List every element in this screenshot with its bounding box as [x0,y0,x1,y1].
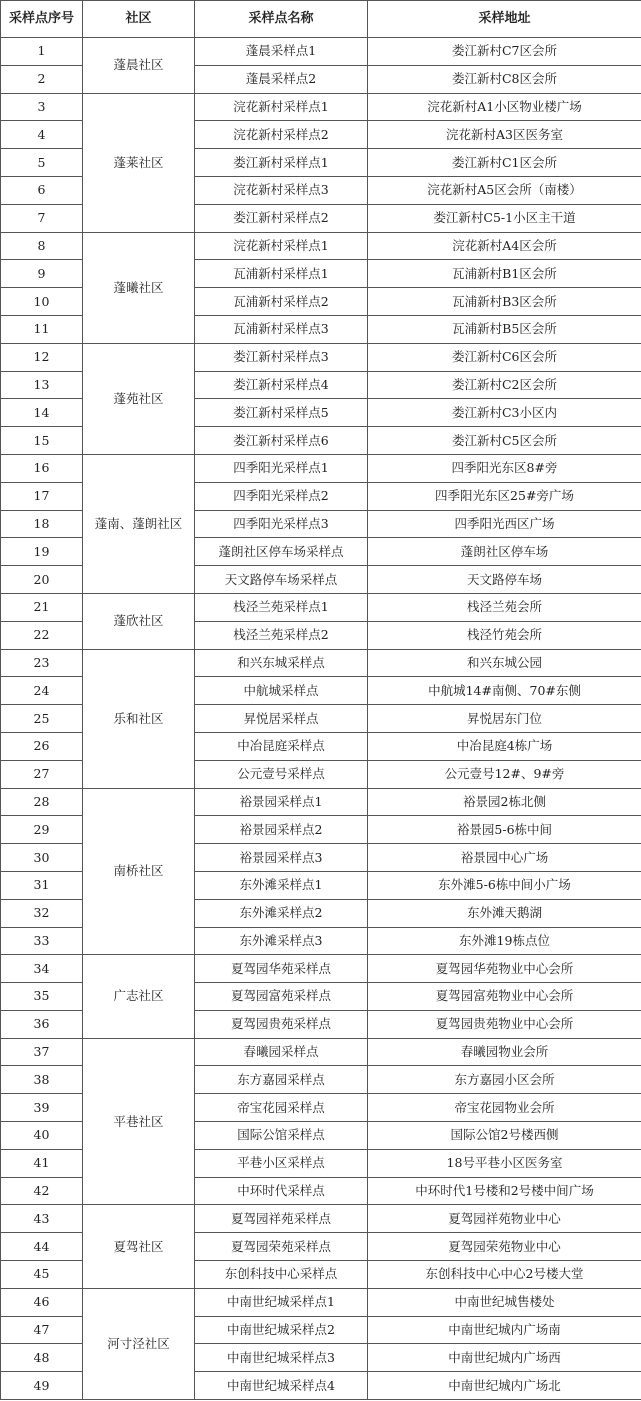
cell-community: 夏驾社区 [83,1205,195,1288]
cell-point-name: 中南世纪城采样点1 [195,1288,368,1316]
cell-point-name: 浣花新村采样点3 [195,176,368,204]
cell-address: 娄江新村C5-1小区主干道 [368,204,641,232]
cell-point-name: 蓬晨采样点1 [195,38,368,66]
header-address: 采样地址 [368,1,641,38]
cell-address: 东外滩天鹅湖 [368,899,641,927]
table-row [1,649,641,677]
cell-point-name: 东外滩采样点1 [195,871,368,899]
cell-point-name: 中环时代采样点 [195,1177,368,1205]
cell-index: 46 [1,1288,83,1316]
cell-index: 48 [1,1344,83,1372]
table-row [1,593,641,621]
cell-point-name: 浣花新村采样点2 [195,121,368,149]
cell-index: 2 [1,65,83,93]
cell-index: 21 [1,593,83,621]
cell-address: 国际公馆2号楼西侧 [368,1122,641,1150]
table-row [1,1288,641,1316]
cell-index: 42 [1,1177,83,1205]
cell-index: 19 [1,538,83,566]
cell-address: 春曦园物业会所 [368,1038,641,1066]
cell-index: 22 [1,621,83,649]
cell-address: 浣花新村A1小区物业楼广场 [368,93,641,121]
cell-index: 24 [1,677,83,705]
cell-address: 东外滩19栋点位 [368,927,641,955]
cell-point-name: 帝宝花园采样点 [195,1094,368,1122]
cell-point-name: 裕景园采样点3 [195,844,368,872]
cell-address: 中环时代1号楼和2号楼中间广场 [368,1177,641,1205]
cell-address: 浣花新村A3区医务室 [368,121,641,149]
cell-index: 3 [1,93,83,121]
cell-index: 30 [1,844,83,872]
cell-address: 东创科技中心中心2号楼大堂 [368,1261,641,1289]
cell-index: 4 [1,121,83,149]
cell-index: 41 [1,1149,83,1177]
cell-address: 夏驾园祥苑物业中心 [368,1205,641,1233]
cell-address: 娄江新村C6区会所 [368,343,641,371]
cell-address: 裕景园5-6栋中间 [368,816,641,844]
cell-index: 15 [1,427,83,455]
cell-index: 16 [1,454,83,482]
cell-index: 13 [1,371,83,399]
cell-address: 和兴东城公园 [368,649,641,677]
cell-community: 乐和社区 [83,649,195,788]
cell-index: 31 [1,871,83,899]
cell-point-name: 娄江新村采样点6 [195,427,368,455]
cell-index: 10 [1,288,83,316]
table-body [1,38,641,1400]
cell-point-name: 夏驾园华苑采样点 [195,955,368,983]
cell-point-name: 蓬朗社区停车场采样点 [195,538,368,566]
cell-address: 娄江新村C8区会所 [368,65,641,93]
cell-community: 蓬苑社区 [83,343,195,454]
cell-address: 栈泾竹苑会所 [368,621,641,649]
cell-address: 公元壹号12#、9#旁 [368,760,641,788]
cell-community: 蓬曦社区 [83,232,195,343]
cell-address: 中航城14#南侧、70#东侧 [368,677,641,705]
cell-address: 夏驾园华苑物业中心会所 [368,955,641,983]
cell-address: 四季阳光东区25#旁广场 [368,482,641,510]
cell-address: 四季阳光东区8#旁 [368,454,641,482]
cell-address: 瓦浦新村B1区会所 [368,260,641,288]
cell-index: 49 [1,1372,83,1400]
cell-index: 7 [1,204,83,232]
cell-index: 44 [1,1233,83,1261]
cell-address: 昇悦居东门位 [368,705,641,733]
cell-point-name: 栈泾兰苑采样点1 [195,593,368,621]
cell-point-name: 夏驾园贵苑采样点 [195,1010,368,1038]
cell-index: 27 [1,760,83,788]
cell-point-name: 四季阳光采样点3 [195,510,368,538]
cell-index: 8 [1,232,83,260]
cell-point-name: 裕景园采样点1 [195,788,368,816]
header-community: 社区 [83,1,195,38]
cell-address: 夏驾园贵苑物业中心会所 [368,1010,641,1038]
cell-point-name: 瓦浦新村采样点3 [195,315,368,343]
cell-point-name: 国际公馆采样点 [195,1122,368,1150]
cell-index: 14 [1,399,83,427]
cell-index: 35 [1,983,83,1011]
cell-point-name: 瓦浦新村采样点2 [195,288,368,316]
cell-address: 18号平巷小区医务室 [368,1149,641,1177]
cell-index: 37 [1,1038,83,1066]
cell-index: 12 [1,343,83,371]
cell-point-name: 东外滩采样点2 [195,899,368,927]
cell-address: 中南世纪城内广场南 [368,1316,641,1344]
header-point-name: 采样点名称 [195,1,368,38]
cell-point-name: 天文路停车场采样点 [195,566,368,594]
cell-index: 47 [1,1316,83,1344]
cell-address: 娄江新村C2区会所 [368,371,641,399]
cell-address: 浣花新村A5区会所（南楼） [368,176,641,204]
cell-index: 5 [1,149,83,177]
cell-index: 29 [1,816,83,844]
cell-community: 广志社区 [83,955,195,1038]
cell-point-name: 中航城采样点 [195,677,368,705]
table-row [1,1038,641,1066]
cell-point-name: 蓬晨采样点2 [195,65,368,93]
cell-point-name: 栈泾兰苑采样点2 [195,621,368,649]
cell-index: 1 [1,38,83,66]
cell-point-name: 娄江新村采样点1 [195,149,368,177]
cell-point-name: 瓦浦新村采样点1 [195,260,368,288]
cell-index: 33 [1,927,83,955]
cell-index: 39 [1,1094,83,1122]
cell-address: 中南世纪城内广场西 [368,1344,641,1372]
cell-index: 32 [1,899,83,927]
table-row [1,38,641,66]
cell-point-name: 中南世纪城采样点3 [195,1344,368,1372]
cell-index: 6 [1,176,83,204]
cell-address: 夏驾园荣苑物业中心 [368,1233,641,1261]
cell-index: 17 [1,482,83,510]
cell-point-name: 夏驾园富苑采样点 [195,983,368,1011]
cell-point-name: 四季阳光采样点1 [195,454,368,482]
table-row [1,788,641,816]
cell-point-name: 浣花新村采样点1 [195,232,368,260]
cell-index: 34 [1,955,83,983]
cell-point-name: 中冶昆庭采样点 [195,732,368,760]
cell-point-name: 东创科技中心采样点 [195,1261,368,1289]
cell-community: 蓬莱社区 [83,93,195,232]
cell-index: 40 [1,1122,83,1150]
cell-address: 瓦浦新村B3区会所 [368,288,641,316]
cell-address: 娄江新村C1区会所 [368,149,641,177]
cell-address: 中南世纪城售楼处 [368,1288,641,1316]
cell-address: 浣花新村A4区会所 [368,232,641,260]
table-row [1,454,641,482]
cell-community: 蓬欣社区 [83,593,195,649]
cell-point-name: 中南世纪城采样点2 [195,1316,368,1344]
cell-address: 夏驾园富苑物业中心会所 [368,983,641,1011]
cell-community: 南桥社区 [83,788,195,955]
cell-address: 天文路停车场 [368,566,641,594]
cell-point-name: 东外滩采样点3 [195,927,368,955]
cell-community: 蓬南、蓬朗社区 [83,454,195,593]
cell-point-name: 娄江新村采样点3 [195,343,368,371]
cell-index: 25 [1,705,83,733]
cell-address: 裕景园中心广场 [368,844,641,872]
cell-point-name: 娄江新村采样点4 [195,371,368,399]
header-index: 采样点序号 [1,1,83,38]
cell-address: 裕景园2栋北侧 [368,788,641,816]
cell-address: 东外滩5-6栋中间小广场 [368,871,641,899]
cell-point-name: 夏驾园祥苑采样点 [195,1205,368,1233]
cell-point-name: 昇悦居采样点 [195,705,368,733]
cell-address: 娄江新村C7区会所 [368,38,641,66]
cell-point-name: 四季阳光采样点2 [195,482,368,510]
cell-point-name: 和兴东城采样点 [195,649,368,677]
table-row [1,1205,641,1233]
table-row [1,232,641,260]
cell-index: 38 [1,1066,83,1094]
cell-point-name: 娄江新村采样点5 [195,399,368,427]
cell-point-name: 公元壹号采样点 [195,760,368,788]
cell-community: 蓬晨社区 [83,38,195,94]
cell-address: 娄江新村C3小区内 [368,399,641,427]
cell-address: 东方嘉园小区会所 [368,1066,641,1094]
header-row [1,1,641,38]
cell-community: 平巷社区 [83,1038,195,1205]
cell-point-name: 平巷小区采样点 [195,1149,368,1177]
cell-address: 蓬朗社区停车场 [368,538,641,566]
cell-index: 36 [1,1010,83,1038]
cell-address: 瓦浦新村B5区会所 [368,315,641,343]
cell-address: 栈泾兰苑会所 [368,593,641,621]
cell-index: 11 [1,315,83,343]
cell-address: 中冶昆庭4栋广场 [368,732,641,760]
table-row [1,93,641,121]
cell-point-name: 浣花新村采样点1 [195,93,368,121]
cell-address: 娄江新村C5区会所 [368,427,641,455]
cell-point-name: 春曦园采样点 [195,1038,368,1066]
cell-point-name: 东方嘉园采样点 [195,1066,368,1094]
cell-index: 26 [1,732,83,760]
cell-address: 四季阳光西区广场 [368,510,641,538]
cell-index: 18 [1,510,83,538]
table-row [1,955,641,983]
cell-address: 中南世纪城内广场北 [368,1372,641,1400]
cell-index: 9 [1,260,83,288]
cell-community: 河寸泾社区 [83,1288,195,1399]
cell-point-name: 中南世纪城采样点4 [195,1372,368,1400]
cell-index: 45 [1,1261,83,1289]
cell-point-name: 裕景园采样点2 [195,816,368,844]
cell-point-name: 夏驾园荣苑采样点 [195,1233,368,1261]
table-row [1,343,641,371]
cell-point-name: 娄江新村采样点2 [195,204,368,232]
cell-index: 43 [1,1205,83,1233]
cell-index: 23 [1,649,83,677]
cell-index: 20 [1,566,83,594]
cell-index: 28 [1,788,83,816]
cell-address: 帝宝花园物业会所 [368,1094,641,1122]
